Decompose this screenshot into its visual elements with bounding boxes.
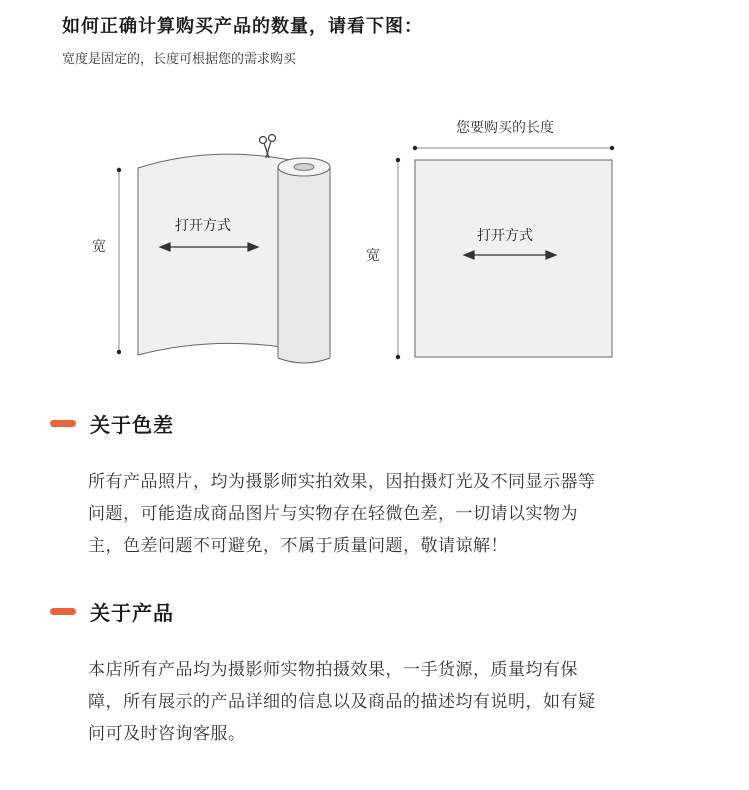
section-marker [50, 420, 76, 427]
roll-diagram [92, 135, 330, 364]
paragraph-line: 本店所有产品均为摄影师实物拍摄效果，一手货源，质量均有保 [88, 660, 578, 680]
roll-body [278, 167, 330, 363]
unrolled-sheet [138, 154, 290, 355]
roll-core [294, 164, 314, 171]
sheet-diagram [366, 119, 614, 359]
scissors-icon [260, 135, 276, 159]
paragraph-line: 所有产品照片，均为摄影师实拍效果，因拍摄灯光及不同显示器等 [88, 472, 596, 492]
page-subtitle: 宽度是固定的，长度可根据您的需求购买 [62, 52, 297, 67]
paragraph-line: 障，所有展示的产品详细的信息以及商品的描述均有说明，如有疑 [88, 692, 596, 712]
section-body-product [88, 654, 698, 750]
paragraph-line: 问题，可能造成商品图片与实物存在轻微色差，一切请以实物为 [88, 504, 578, 524]
section-marker [50, 608, 76, 615]
paragraph-line: 主，色差问题不可避免，不属于质量问题，敬请谅解！ [88, 536, 508, 556]
section-title-color-difference: 关于色差 [90, 413, 174, 437]
page-title: 如何正确计算购买产品的数量，请看下图： [62, 16, 423, 37]
section-body-color-difference [88, 466, 698, 562]
right-open-direction-label: 打开方式 [477, 228, 533, 244]
cut-sheet [415, 160, 612, 357]
right-width-label: 宽 [366, 248, 380, 264]
measurement-diagram [0, 90, 749, 380]
left-width-label: 宽 [92, 239, 106, 255]
left-open-direction-label: 打开方式 [175, 218, 231, 234]
right-length-label: 您要购买的长度 [456, 120, 554, 136]
section-title-product: 关于产品 [90, 601, 174, 625]
paragraph-line: 问可及时咨询客服。 [88, 724, 246, 744]
